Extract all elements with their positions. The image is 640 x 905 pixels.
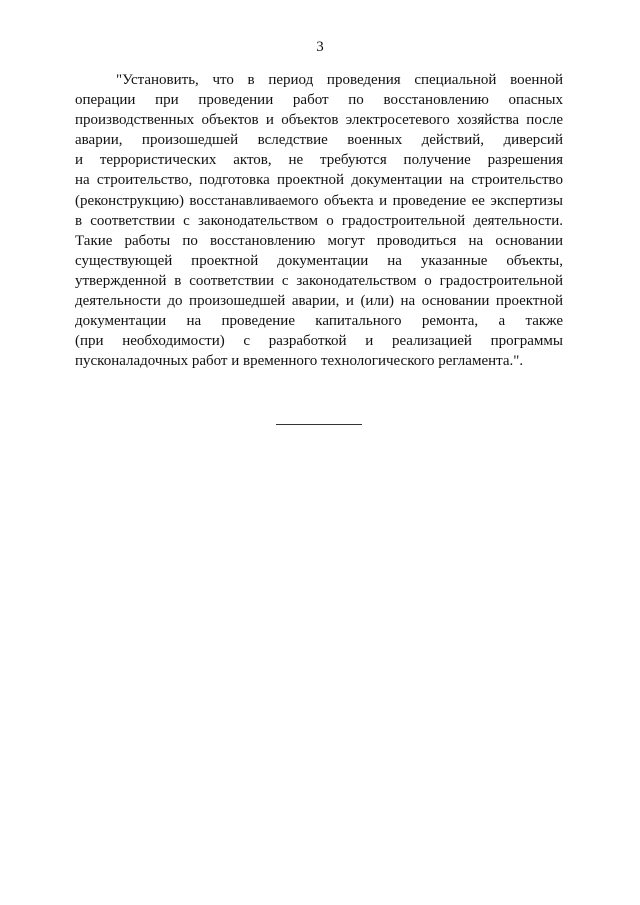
paragraph-line: аварии, произошедшей вследствие военных действий, диверсий (75, 132, 563, 149)
paragraph-line: операции при проведении работ по восстановлению опасных (75, 92, 563, 109)
paragraph-line: существующей проектной документации на указанные объекты, (75, 252, 563, 269)
page-number: 3 (316, 39, 324, 55)
paragraph-line: (реконструкцию) восстанавливаемого объекта и проведение ее экспертизы (75, 192, 563, 209)
paragraph-line: утвержденной в соответствии с законодательством о градостроительной (75, 272, 563, 289)
paragraph-line: деятельности до произошедшей аварии, и (или) на основании проектной (75, 293, 563, 310)
paragraph-line-last: пусконаладочных работ и временного технологического регламента.". (75, 353, 524, 370)
paragraph-line: производственных объектов и объектов электросетевого хозяйства после (75, 112, 563, 129)
paragraph-line: документации на проведение капитального ремонта, а также (75, 313, 563, 330)
paragraph-line: "Установить, что в период проведения специальной военной (116, 72, 563, 88)
paragraph-line: в соответствии с законодательством о градостроительной деятельности. (75, 212, 563, 229)
end-separator-rule (276, 424, 362, 425)
paragraph-line: и террористических актов, не требуются получение разрешения (75, 152, 563, 169)
decree-paragraph (75, 70, 563, 371)
paragraph-line: на строительство, подготовка проектной документации на строительство (75, 172, 563, 189)
paragraph-line: (при необходимости) с разработкой и реализацией программы (75, 333, 563, 350)
paragraph-line: Такие работы по восстановлению могут проводиться на основании (75, 232, 563, 249)
